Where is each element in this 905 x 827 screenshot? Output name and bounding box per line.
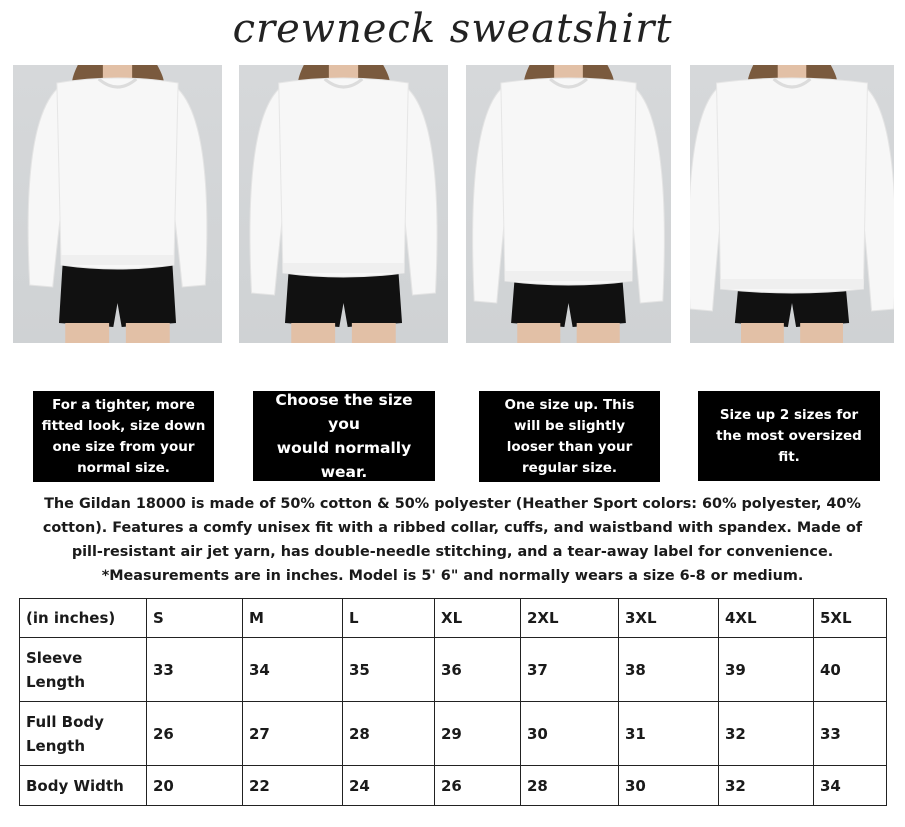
caption-line: will be slightly xyxy=(513,417,626,434)
table-cell: 36 xyxy=(435,638,521,702)
header-cell: L xyxy=(343,599,435,638)
caption-line: wear. xyxy=(320,463,368,481)
table-cell: 34 xyxy=(243,638,343,702)
table-cell: 30 xyxy=(619,766,719,806)
waistband-shape xyxy=(61,255,174,265)
table-cell: 22 xyxy=(243,766,343,806)
table-row xyxy=(20,702,887,766)
table-cell: 40 xyxy=(814,638,887,702)
leg-shape xyxy=(291,323,335,343)
waistband-shape xyxy=(505,271,632,281)
caption-line: the most oversized xyxy=(716,427,862,444)
fit-caption-size-down xyxy=(33,391,214,482)
sweatshirt-body-shape xyxy=(279,78,409,277)
table-cell: 29 xyxy=(435,702,521,766)
leg-shape xyxy=(517,323,560,343)
caption-line: For a tighter, more xyxy=(52,396,195,413)
table-cell: 24 xyxy=(343,766,435,806)
table-cell: 26 xyxy=(435,766,521,806)
fit-caption-size-up-one xyxy=(479,391,660,482)
sweatshirt-body-shape xyxy=(57,78,178,269)
table-cell: 20 xyxy=(147,766,243,806)
header-cell: 4XL xyxy=(719,599,814,638)
row-label: Full Body Length xyxy=(20,702,147,766)
caption-line: looser than your xyxy=(506,438,633,455)
table-cell: 31 xyxy=(619,702,719,766)
table-row xyxy=(20,766,887,806)
leg-shape xyxy=(800,323,843,343)
sweatshirt-body-shape xyxy=(717,78,868,293)
leg-shape xyxy=(352,323,396,343)
leg-shape xyxy=(577,323,620,343)
model-illustration xyxy=(690,65,894,343)
description-line: pill-resistant air jet yarn, has double-needle stitching, and a tear-away label for convenience. xyxy=(71,544,834,560)
header-cell: 5XL xyxy=(814,599,887,638)
table-cell: 28 xyxy=(521,766,619,806)
model-illustration xyxy=(466,65,671,343)
caption-line: normal size. xyxy=(77,459,170,476)
model-photo-size-down xyxy=(13,65,222,343)
model-illustration xyxy=(13,65,222,343)
table-cell: 33 xyxy=(814,702,887,766)
model-photo-size-up-one xyxy=(466,65,671,343)
caption-line: one size from your xyxy=(52,438,195,455)
table-cell: 32 xyxy=(719,702,814,766)
table-cell: 34 xyxy=(814,766,887,806)
fit-caption-normal-size xyxy=(253,391,435,481)
fit-caption-size-up-two xyxy=(698,391,880,481)
row-label: Body Width xyxy=(20,766,147,806)
sweatshirt-body-shape xyxy=(501,78,636,285)
table-cell: 39 xyxy=(719,638,814,702)
table-cell: 37 xyxy=(521,638,619,702)
size-chart-table xyxy=(19,598,887,806)
caption-line: regular size. xyxy=(522,459,617,476)
waistband-shape xyxy=(283,263,404,273)
caption-line: fitted look, size down xyxy=(41,417,206,434)
table-cell: 38 xyxy=(619,638,719,702)
description-line: The Gildan 18000 is made of 50% cotton & 50% polyester (Heather Sport colors: 60% polyester, 40% xyxy=(44,496,861,512)
header-cell: S xyxy=(147,599,243,638)
header-cell: M xyxy=(243,599,343,638)
table-cell: 32 xyxy=(719,766,814,806)
row-label: Sleeve Length xyxy=(20,638,147,702)
page-title: crewneck sweatshirt xyxy=(232,6,673,52)
model-photo-size-up-two xyxy=(690,65,894,343)
header-cell: 2XL xyxy=(521,599,619,638)
table-cell: 27 xyxy=(243,702,343,766)
table-cell: 26 xyxy=(147,702,243,766)
leg-shape xyxy=(126,323,170,343)
caption-line: fit. xyxy=(778,448,800,465)
table-cell: 33 xyxy=(147,638,243,702)
model-illustration xyxy=(239,65,448,343)
leg-shape xyxy=(741,323,784,343)
header-cell: (in inches) xyxy=(20,599,147,638)
caption-line: Size up 2 sizes for xyxy=(719,406,859,423)
table-header-row xyxy=(20,599,887,638)
description-line: *Measurements are in inches. Model is 5' 6" and normally wears a size 6-8 or medium. xyxy=(101,568,804,584)
leg-shape xyxy=(65,323,109,343)
caption-line: One size up. This xyxy=(504,396,635,413)
description-line: cotton). Features a comfy unisex fit with a ribbed collar, cuffs, and waistband with spandex. Made of xyxy=(42,520,863,536)
table-cell: 35 xyxy=(343,638,435,702)
product-description xyxy=(6,492,899,588)
header-cell: 3XL xyxy=(619,599,719,638)
table-row xyxy=(20,638,887,702)
caption-line: would normally xyxy=(276,439,412,457)
table-cell: 28 xyxy=(343,702,435,766)
header-cell: XL xyxy=(435,599,521,638)
waistband-shape xyxy=(721,279,864,289)
caption-line: Choose the size you xyxy=(275,391,413,433)
table-cell: 30 xyxy=(521,702,619,766)
model-photo-normal-size xyxy=(239,65,448,343)
